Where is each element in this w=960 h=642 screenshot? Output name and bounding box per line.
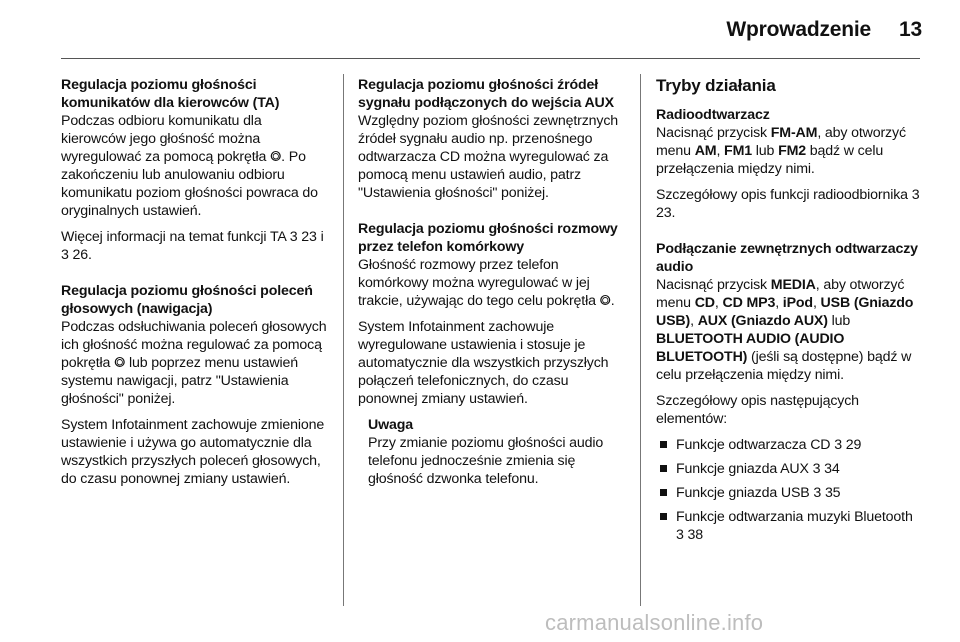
- page-ref-arrow-icon: 3: [289, 229, 298, 245]
- volume-knob-icon: ⭗: [114, 355, 126, 371]
- menu-fm1-label: FM1: [724, 143, 752, 159]
- list-item-text: Funkcje odtwarzacza CD: [676, 437, 831, 453]
- page-ref-arrow-icon: 3: [812, 461, 821, 477]
- media-detail-text: Szczegółowy opis następujących elementów:: [656, 393, 859, 427]
- menu-cd-mp3-label: CD MP3: [722, 295, 776, 311]
- list-item: [656, 460, 924, 478]
- volume-knob-icon: ⭗: [599, 293, 611, 309]
- or-word: lub: [755, 143, 775, 159]
- page-header: [726, 18, 922, 42]
- voice-volume-persist-text: System Infotainment zachowuje zmienione ustawienie i używa go automatycznie dla wszystkich przyszłych poleceń głosowych, do czasu ponownej zmiany ustawień.: [61, 417, 325, 487]
- fm-am-button-label: FM-AM: [770, 125, 818, 141]
- radio-text-c: bądź w celu przełączenia między nimi.: [656, 143, 884, 177]
- page-ref-38[interactable]: 38: [687, 527, 704, 543]
- column-divider-2: [640, 74, 641, 606]
- column-divider-1: [343, 74, 344, 606]
- list-item-text: Funkcje gniazda USB: [676, 485, 810, 501]
- media-text-a: Nacisnąć przycisk: [656, 277, 767, 293]
- menu-fm2-label: FM2: [778, 143, 806, 159]
- or-word: lub: [831, 313, 851, 329]
- page-ref-arrow-icon: 3: [813, 485, 822, 501]
- volume-knob-icon: ⭗: [270, 149, 282, 165]
- column-2: Regulacja poziomu głośności źródeł sygnału podłączonych do wejścia AUX Względny poziom głośności zewnętrznych źródeł sygnału audio np. przenośnego odtwarzacza CD można wyregulować za pomocą menu ustawień audio, patrz "Ustawienia głośności" poniżej. Regulacja poziomu głośności rozmowy przez telefon komórkowy Głośność rozmowy przez telefon komórkowy można wyregulować w jej trakcie, używając do tego celu pokrętła ⭗. System Infotainment zachowuje wyregulowane ustawienia i stosuje je automatycznie dla wszystkich przyszłych połączeń telefonicznych, do czasu ponownej zmiany ustawień. Uwaga Przy zmianie poziomu głośności audio telefonu jednocześnie zmienia się głośność dzwonka telefonu.: [358, 76, 626, 488]
- radio-detail-text: Szczegółowy opis funkcji radioodbiornika: [656, 187, 908, 203]
- section-title-ta-volume: Regulacja poziomu głośności komunikatów dla kierowców (TA): [61, 77, 280, 111]
- page-ref-arrow-icon: 3: [61, 247, 69, 263]
- menu-cd-label: CD: [694, 295, 715, 311]
- menu-aux-label: AUX (Gniazdo AUX): [697, 313, 828, 329]
- phone-volume-text: Głośność rozmowy przez telefon komórkowy można wyregulować w jej trakcie, używając do tego celu pokrętła: [358, 257, 596, 309]
- column-1: Regulacja poziomu głośności komunikatów dla kierowców (TA) Podczas odbioru komunikatu dla kierowców jego głośność można wyregulować za pomocą pokrętła ⭗. Po zakończeniu lub anulowaniu odbioru komunikatu poziom głośności powraca do oryginalnych ustawień. Więcej informacji na temat funkcji TA 3 23 i 3 26. Regulacja poziomu głośności poleceń głosowych (nawigacja) Podczas odsłuchiwania poleceń głosowych ich głośność można regulować za pomocą pokrętła ⭗ lub poprzez menu ustawień systemu nawigacji, patrz "Ustawienia głośności" poniżej. System Infotainment zachowuje zmienione ustawienie i używa go automatycznie dla wszystkich przyszłych poleceń głosowych, do czasu ponownej zmiany ustawień.: [61, 76, 329, 496]
- section-title-voice-volume: Regulacja poziomu głośności poleceń głosowych (nawigacja): [61, 283, 313, 317]
- page-ref-23[interactable]: 23.: [656, 205, 676, 221]
- header-rule: [61, 58, 920, 59]
- page-number: 13: [899, 18, 922, 41]
- watermark: carmanualsonline.info: [545, 610, 764, 635]
- page-ref-29[interactable]: 29: [845, 437, 862, 453]
- page-ref-arrow-icon: 3: [676, 527, 684, 543]
- feature-list: [656, 436, 924, 544]
- ta-more-info-text: Więcej informacji na temat funkcji TA: [61, 229, 286, 245]
- list-item: [656, 436, 924, 454]
- menu-am-label: AM: [694, 143, 717, 159]
- media-button-label: MEDIA: [770, 277, 816, 293]
- page-ref-arrow-icon: 3: [911, 187, 920, 203]
- page-ref-34[interactable]: 34: [824, 461, 840, 477]
- note-text: Przy zmianie poziomu głośności audio telefonu jednocześnie zmienia się głośność dzwonka telefonu.: [368, 435, 604, 487]
- list-item: [656, 508, 924, 544]
- section-title-external-players: Podłączanie zewnętrznych odtwarzaczy audio: [656, 241, 918, 275]
- list-item-text: Funkcje odtwarzania muzyki Bluetooth: [676, 509, 913, 525]
- radio-text-b: , aby otworzyć menu: [656, 125, 906, 159]
- list-item: [656, 484, 924, 502]
- header-title: Wprowadzenie: [726, 18, 872, 41]
- aux-volume-text: Względny poziom głośności zewnętrznych źródeł sygnału audio np. przenośnego odtwarzacza CD można wyregulować za pomocą menu ustawień audio, patrz "Ustawienia głośności" poniżej.: [358, 113, 619, 201]
- media-text-b: , aby otworzyć menu: [656, 277, 905, 311]
- menu-usb-label: USB (Gniazdo USB): [656, 295, 914, 329]
- list-item-text: Funkcje gniazda AUX: [676, 461, 809, 477]
- note-box: [368, 416, 626, 488]
- radio-text-a: Nacisnąć przycisk: [656, 125, 767, 141]
- and-word: i: [320, 229, 324, 245]
- voice-volume-text-2: lub poprzez menu ustawień systemu nawigacji, patrz "Ustawienia głośności" poniżej.: [61, 355, 298, 407]
- page-ref-26[interactable]: 26.: [72, 247, 92, 263]
- menu-ipod-label: iPod: [782, 295, 813, 311]
- page-ref-23[interactable]: 23: [301, 229, 317, 245]
- voice-volume-text: Podczas odsłuchiwania poleceń głosowych ich głośność można regulować za pomocą pokrętła: [61, 319, 327, 371]
- page-ref-35[interactable]: 35: [824, 485, 841, 501]
- note-title: Uwaga: [368, 417, 413, 433]
- section-title-operating-modes: Tryby działania: [656, 76, 776, 95]
- ta-volume-text: Podczas odbioru komunikatu dla kierowców jego głośność można wyregulować za pomocą pokrętła: [61, 113, 267, 165]
- section-title-radio: Radioodtwarzacz: [656, 107, 770, 123]
- media-text-c: (jeśli są dostępne) bądź w celu przełączenia między nimi.: [656, 349, 912, 383]
- phone-volume-persist-text: System Infotainment zachowuje wyregulowane ustawienia i stosuje je automatycznie dla wszystkich przyszłych połączeń telefonicznych, do czasu ponownej zmiany ustawień.: [358, 319, 609, 407]
- column-3: Tryby działania Radioodtwarzacz Nacisnąć przycisk FM-AM, aby otworzyć menu AM, FM1 lub FM2 bądź w celu przełączenia między nimi. Szczegółowy opis funkcji radioodbiornika 3 23. Podłączanie zewnętrznych odtwarzaczy audio Nacisnąć przycisk MEDIA, aby otworzyć menu CD, CD MP3, iPod, USB (Gniazdo USB), AUX (Gniazdo AUX) lub BLUETOOTH AUDIO (AUDIO BLUETOOTH) (jeśli są dostępne) bądź w celu przełączenia między nimi. Szczegółowy opis następujących elementów: Funkcje odtwarzacza CD 3 29 Funkcje gniazda AUX 3 34 Funkcje gniazda USB 3 35 Funkcje odtwarzania muzyki Bluetooth 3 38: [656, 76, 924, 550]
- page-ref-arrow-icon: 3: [834, 437, 842, 453]
- section-title-aux-volume: Regulacja poziomu głośności źródeł sygnału podłączonych do wejścia AUX: [358, 77, 614, 111]
- menu-bluetooth-label: BLUETOOTH AUDIO (AUDIO BLUETOOTH): [656, 331, 845, 365]
- ta-volume-text-2: Po zakończeniu lub anulowaniu odbioru komunikatu poziom głośności powraca do oryginalnych ustawień.: [61, 149, 318, 219]
- section-title-phone-volume: Regulacja poziomu głośności rozmowy przez telefon komórkowy: [358, 221, 618, 255]
